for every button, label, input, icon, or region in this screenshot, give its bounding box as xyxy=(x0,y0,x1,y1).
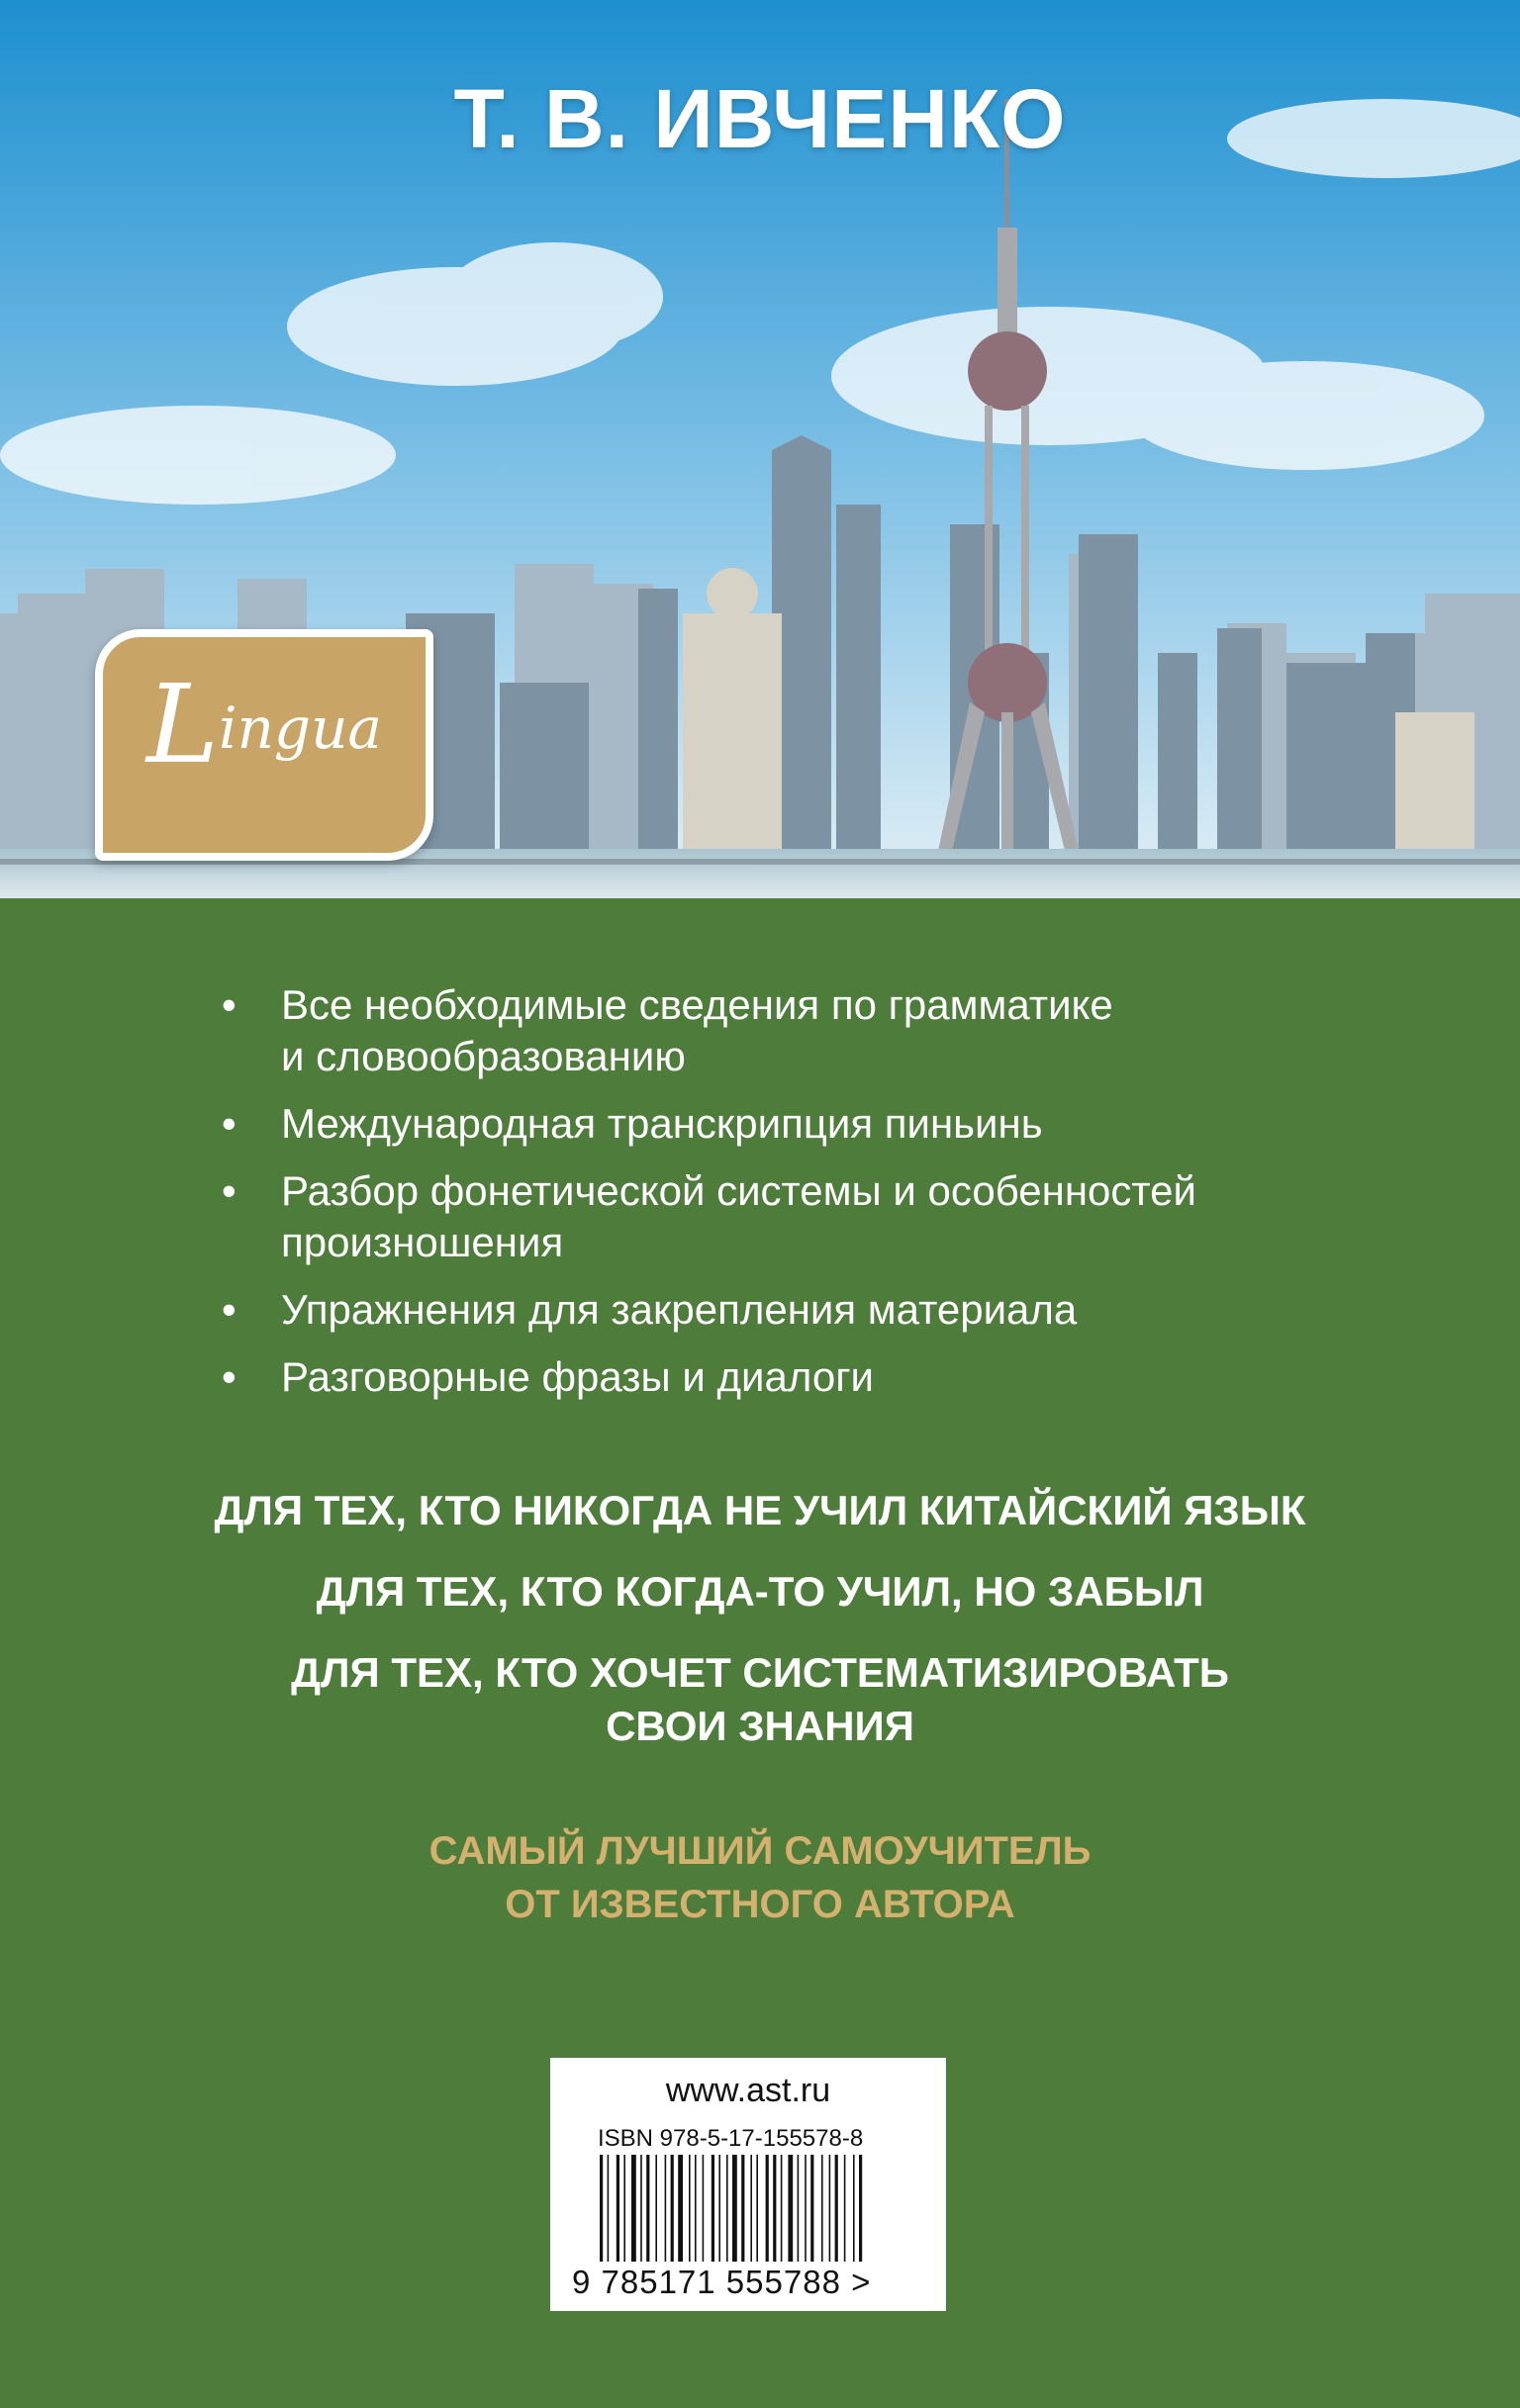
tagline xyxy=(0,1824,1520,1931)
barcode-bar xyxy=(631,2155,636,2262)
audience-block xyxy=(0,1484,1520,1781)
barcode-bar xyxy=(617,2155,619,2262)
barcode-bar xyxy=(640,2155,642,2262)
audience-line: ДЛЯ ТЕХ, КТО КОГДА-ТО УЧИЛ, НО ЗАБЫЛ xyxy=(316,1568,1204,1615)
barcode-bar xyxy=(798,2155,800,2262)
barcode-bar xyxy=(766,2155,769,2262)
barcode-bar xyxy=(695,2155,697,2262)
barcode-bar xyxy=(726,2155,728,2262)
logo-initial: L xyxy=(145,661,220,787)
barcode-bar xyxy=(671,2155,674,2262)
bullet: • xyxy=(222,1286,237,1333)
feature-text: Разговорные фразы и диалоги xyxy=(281,1353,874,1400)
city-skyline-photo xyxy=(0,0,1520,898)
feature-text: Международная транскрипция пиньинь xyxy=(281,1100,1043,1147)
barcode-bar xyxy=(712,2155,714,2262)
features-list xyxy=(222,979,1360,1419)
barcode-bar xyxy=(756,2155,758,2262)
feature-item xyxy=(222,979,1360,1082)
barcode-bar xyxy=(859,2155,862,2262)
bullet: • xyxy=(222,1353,237,1400)
audience-line: ДЛЯ ТЕХ, КТО ХОЧЕТ СИСТЕМАТИЗИРОВАТЬ СВОИ ЗНАНИЯ xyxy=(291,1649,1229,1749)
tagline-line: САМЫЙ ЛУЧШИЙ САМОУЧИТЕЛЬ xyxy=(428,1829,1092,1873)
barcode-bar xyxy=(835,2155,838,2262)
tagline-line: ОТ ИЗВЕСТНОГО АВТОРА xyxy=(505,1883,1015,1926)
barcode-bar xyxy=(788,2155,793,2262)
barcode-bar xyxy=(781,2155,783,2262)
barcode-bar xyxy=(844,2155,846,2262)
bullet: • xyxy=(222,1167,237,1214)
barcode-bar xyxy=(805,2155,807,2262)
feature-item xyxy=(222,1165,1360,1268)
feature-text: Все необходимые сведения по грамматике и словообразованию xyxy=(281,981,1113,1079)
feature-text: Разбор фонетической системы и особенностей произношения xyxy=(281,1167,1196,1265)
barcode-bar xyxy=(646,2155,649,2262)
bullet: • xyxy=(222,981,237,1028)
barcode-bar xyxy=(718,2155,720,2262)
barcode-bar xyxy=(689,2155,691,2262)
barcode-bar xyxy=(703,2155,705,2262)
barcode-bar xyxy=(623,2155,625,2262)
barcode-bar xyxy=(655,2155,657,2262)
audience-line: ДЛЯ ТЕХ, КТО НИКОГДА НЕ УЧИЛ КИТАЙСКИЙ ЯЗЫК xyxy=(214,1487,1306,1533)
feature-text: Упражнения для закрепления материала xyxy=(281,1286,1078,1333)
barcode-bar xyxy=(853,2155,855,2262)
barcode-digits: 9 785171 555788 > xyxy=(572,2264,872,2300)
logo-rest: ingua xyxy=(219,695,382,762)
barcode-bar xyxy=(821,2155,823,2262)
barcode-bar xyxy=(741,2155,744,2262)
barcode-bar xyxy=(608,2155,610,2262)
bullet: • xyxy=(222,1100,237,1147)
barcode-bar xyxy=(750,2155,752,2262)
barcode-graphic xyxy=(598,2155,899,2262)
lingua-logo xyxy=(95,629,433,861)
barcode-bar xyxy=(665,2155,667,2262)
barcode-bar xyxy=(810,2155,813,2262)
logo-wordmark xyxy=(103,661,426,787)
barcode-bar xyxy=(732,2155,737,2262)
barcode-box xyxy=(550,2058,946,2311)
barcode-bar xyxy=(829,2155,831,2262)
isbn-text: ISBN 978-5-17-155578-8 xyxy=(598,2125,864,2152)
feature-item xyxy=(222,1284,1360,1336)
barcode-bar xyxy=(600,2155,603,2262)
author-name: Т. В. ИВЧЕНКО xyxy=(453,72,1067,165)
barcode-bar xyxy=(678,2155,683,2262)
barcode-bar xyxy=(773,2155,776,2262)
feature-item xyxy=(222,1351,1360,1403)
feature-item xyxy=(222,1098,1360,1150)
publisher-url: www.ast.ru xyxy=(665,2072,831,2109)
